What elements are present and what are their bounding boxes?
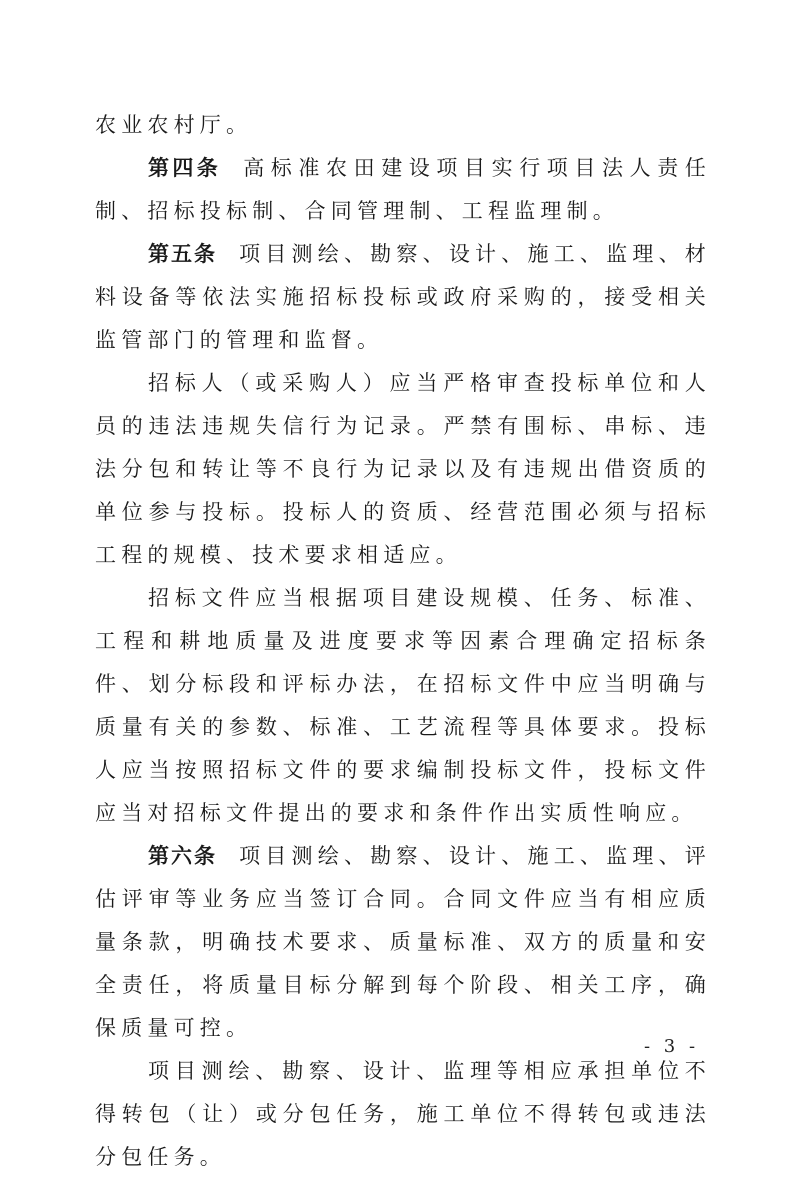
paragraph-bidding-documents [95,577,711,835]
paragraph-text: 项目测绘、勘察、设计、监理等相应承担单位不得转包（让）或分包任务，施工单位不得转包或违法分包任务。 [95,1059,711,1169]
paragraph-text: 招标人（或采购人）应当严格审查投标单位和人员的违法违规失信行为记录。严禁有围标、串标、违法分包和转让等不良行为记录以及有违规出借资质的单位参与投标。投标人的资质、经营范围必须与招标工程的规模、技术要求相适应。 [95,371,711,567]
article-heading: 第四条 [148,156,222,180]
page-number: - 3 - [644,1036,700,1057]
paragraph-article-5 [95,233,711,362]
document-body [95,104,711,1179]
paragraph-article-4 [95,147,711,233]
paragraph-text: 项目测绘、勘察、设计、施工、监理、材料设备等依法实施招标投标或政府采购的，接受相关监管部门的管理和监督。 [95,242,711,352]
paragraph-article-6 [95,835,711,1050]
paragraph-text: 高标准农田建设项目实行项目法人责任制、招标投标制、合同管理制、工程监理制。 [95,156,711,223]
article-heading: 第六条 [148,844,218,868]
paragraph-text: 农业农村厅。 [95,113,253,137]
paragraph-text: 招标文件应当根据项目建设规模、任务、标准、工程和耕地质量及进度要求等因素合理确定招标条件、划分标段和评标办法，在招标文件中应当明确与质量有关的参数、标准、工艺流程等具体要求。投标人应当按照招标文件的要求编制投标文件，投标文件应当对招标文件提出的要求和条件作出实质性响应。 [95,586,711,825]
paragraph-text: 项目测绘、勘察、设计、施工、监理、评估评审等业务应当签订合同。合同文件应当有相应质量条款，明确技术要求、质量标准、双方的质量和安全责任，将质量目标分解到每个阶段、相关工序，确保质量可控。 [95,844,711,1040]
article-heading: 第五条 [148,242,218,266]
paragraph-continuation [95,104,711,147]
paragraph-bidder-review [95,362,711,577]
paragraph-subcontracting [95,1050,711,1179]
